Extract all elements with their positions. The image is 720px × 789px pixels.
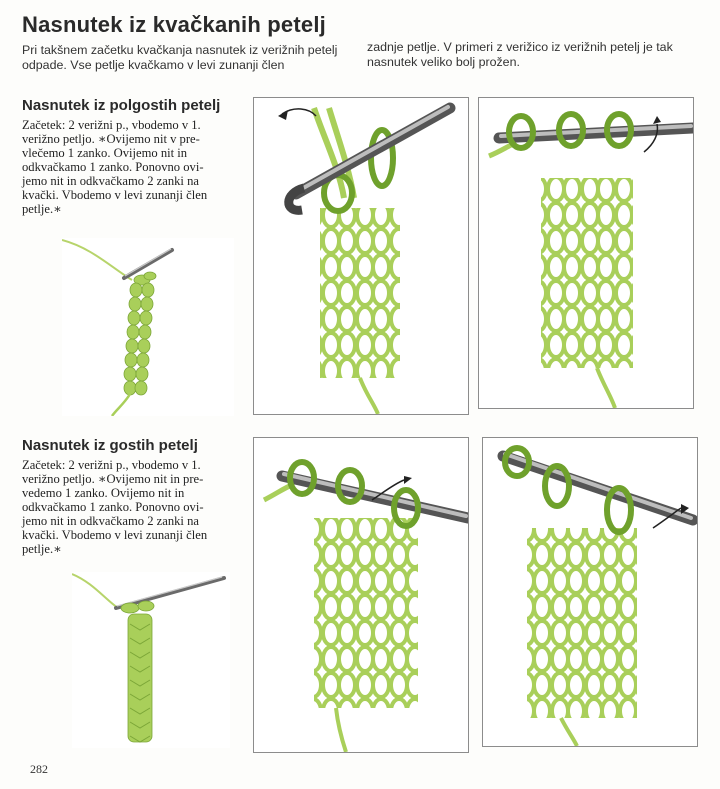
- section-text-dense: [22, 458, 234, 556]
- text-line: jemo nit in odkvačkamo 2 zanki na: [22, 514, 199, 528]
- text-line: kvački. Vbodemo v levi zunanji člen: [22, 528, 208, 542]
- text-line: verižno petljo. ∗Ovijemo nit v pre-: [22, 132, 200, 146]
- intro-text-left: Pri takšnem začetku kvačkanja nasnutek iz verižnih petelj odpade. Vse petlje kvačkamo v levi zunanji člen: [22, 43, 338, 72]
- text-line: jemo nit in odkvačkamo 2 zanki na: [22, 174, 199, 188]
- photo-crochet-sample-2: [72, 572, 230, 748]
- text-line: vedemo 1 zanko. Ovijemo nit in: [22, 486, 185, 500]
- text-line: odkvačkamo 1 zanko. Ponovno ovi-: [22, 500, 204, 514]
- diagram-half-dense-step-2: [478, 97, 694, 409]
- intro-text-right: zadnje petlje. V primeri z verižico iz verižnih petelj je tak nasnutek veliko bolj prožen.: [367, 40, 673, 69]
- text-line: petlje.∗: [22, 202, 62, 216]
- diagram-half-dense-step-1: [253, 97, 469, 415]
- text-line: kvački. Vbodemo v levi zunanji člen: [22, 188, 208, 202]
- text-line: odkvačkamo 1 zanko. Ponovno ovi-: [22, 160, 204, 174]
- section-heading-half-dense: Nasnutek iz polgostih petelj: [22, 97, 221, 114]
- page-title: Nasnutek iz kvačkanih petelj: [22, 12, 326, 37]
- text-line: petlje.∗: [22, 542, 62, 556]
- text-line: Začetek: 2 verižni p., vbodemo v 1.: [22, 458, 201, 472]
- diagram-dense-step-2: [482, 437, 698, 747]
- section-heading-dense: Nasnutek iz gostih petelj: [22, 437, 198, 454]
- section-text-half-dense: [22, 118, 234, 216]
- text-line: verižno petljo. ∗Ovijemo nit in pre-: [22, 472, 204, 486]
- photo-crochet-sample-1: [62, 238, 234, 416]
- text-line: vlečemo 1 zanko. Ovijemo nit in: [22, 146, 188, 160]
- text-line: Začetek: 2 verižni p., vbodemo v 1.: [22, 118, 201, 132]
- page-number: 282: [30, 762, 48, 776]
- diagram-dense-step-1: [253, 437, 469, 753]
